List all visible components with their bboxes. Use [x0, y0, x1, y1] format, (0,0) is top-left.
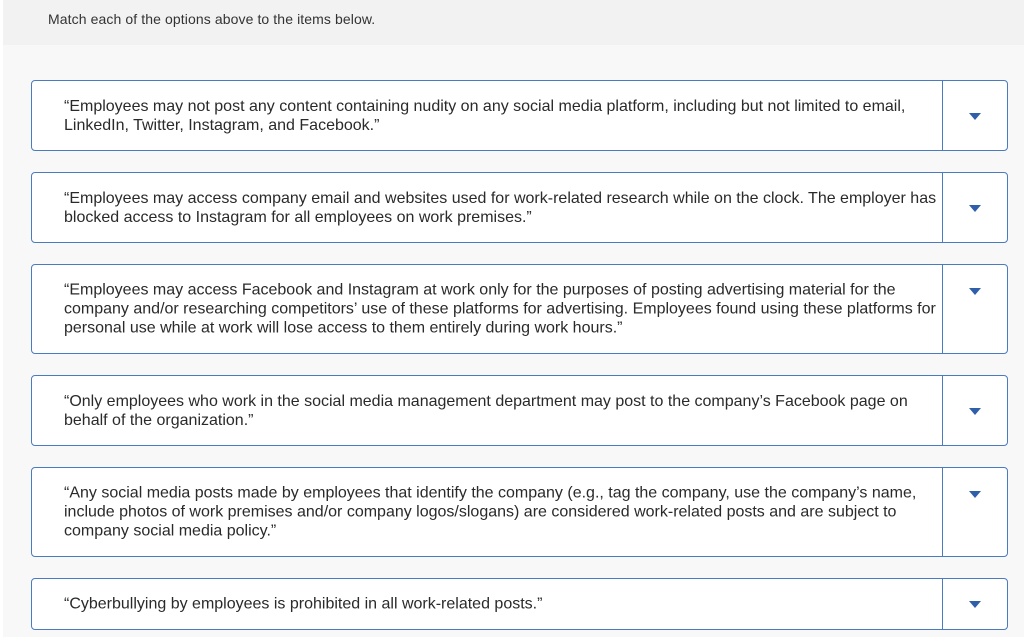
match-item-3: [31, 264, 1008, 354]
match-item-text: “Employees may not post any content containing nudity on any social media platform, including but not limited to email, LinkedIn, Twitter, Instagram, and Facebook.”: [64, 97, 906, 134]
match-item-5: [31, 467, 1008, 557]
caret-down-icon: [969, 288, 981, 295]
match-item-6: [31, 578, 1008, 630]
caret-down-icon: [969, 205, 981, 212]
match-item-text: “Cyberbullying by employees is prohibited in all work-related posts.”: [64, 595, 543, 613]
match-dropdown-4[interactable]: [942, 376, 1007, 445]
match-dropdown-3[interactable]: [942, 265, 1007, 353]
match-item-text: “Only employees who work in the social media management department may post to the company’s Facebook page on behalf of the organization.”: [64, 392, 908, 429]
instruction-bar: [3, 0, 1024, 45]
matching-list: [3, 45, 1024, 637]
match-dropdown-1[interactable]: [942, 81, 1007, 150]
instruction-text: Match each of the options above to the items below.: [48, 11, 376, 27]
match-dropdown-5[interactable]: [942, 468, 1007, 556]
match-item-text: “Any social media posts made by employees that identify the company (e.g., tag the company, use the company’s name, include photos of work premises and/or company logos/slogans) are considered work-related posts and are subject to company social media policy.”: [64, 484, 917, 540]
match-item-text: “Employees may access company email and websites used for work-related research while on the clock. The employer has blocked access to Instagram for all employees on work premises.”: [64, 189, 937, 226]
match-item-4: [31, 375, 1008, 446]
caret-down-icon: [969, 113, 981, 120]
match-dropdown-2[interactable]: [942, 173, 1007, 242]
caret-down-icon: [969, 408, 981, 415]
caret-down-icon: [969, 601, 981, 608]
match-item-2: [31, 172, 1008, 243]
match-item-1: [31, 80, 1008, 151]
match-item-text: “Employees may access Facebook and Instagram at work only for the purposes of posting advertising material for the company and/or researching competitors’ use of these platforms for advertising. Employees found using these platforms for personal use while at work will lose access to them entirely during work hours.”: [64, 281, 936, 337]
caret-down-icon: [969, 491, 981, 498]
match-dropdown-6[interactable]: [942, 579, 1007, 629]
